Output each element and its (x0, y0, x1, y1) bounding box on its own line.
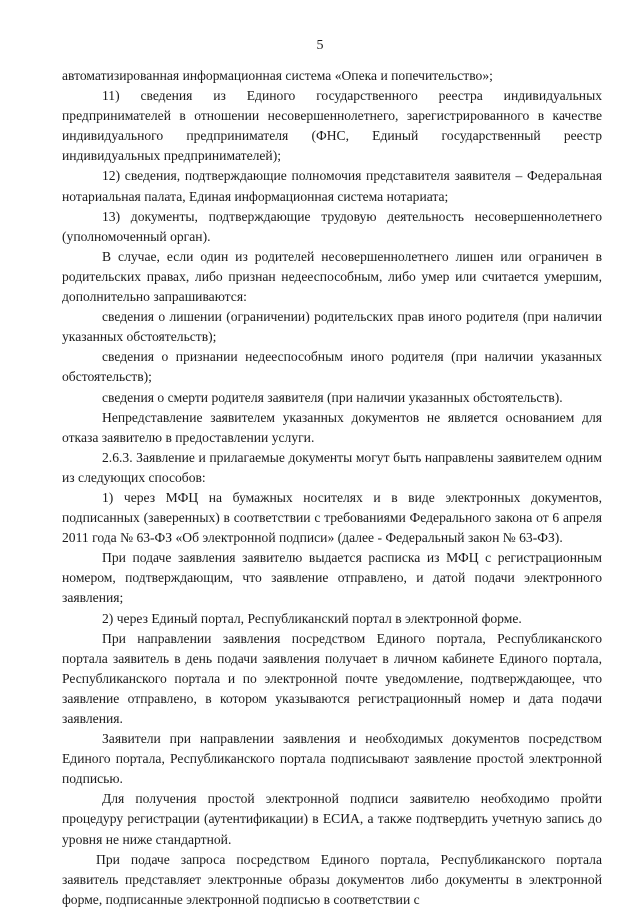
paragraph: Для получения простой электронной подписи заявителю необходимо пройти процедуру регистрации (аутентификации) в ЕСИА, а также подтвердить учетную запись до уровня не ниже стандартной. (62, 791, 602, 847)
paragraph: 11) сведения из Единого государственного реестра индивидуальных предпринимателей в отношении несовершеннолетнего, зарегистрированного в качестве индивидуального предпринимателя (ФНС, Единый государственный реестр индивидуальных предпринимателей); (62, 88, 602, 164)
paragraph: 12) сведения, подтверждающие полномочия представителя заявителя – Федеральная нотариальная палата, Единая информационная система нотариата; (62, 168, 602, 204)
document-body (62, 66, 602, 910)
paragraph: 13) документы, подтверждающие трудовую деятельность несовершеннолетнего (уполномоченный орган). (62, 208, 602, 244)
paragraph: При подаче заявления заявителю выдается расписка из МФЦ с регистрационным номером, подтверждающим, что заявление отправлено, и датой подачи электронного заявления; (62, 550, 602, 606)
paragraph: сведения о лишении (ограничении) родительских прав иного родителя (при наличии указанных обстоятельств); (62, 309, 602, 345)
paragraph: 2.6.3. Заявление и прилагаемые документы могут быть направлены заявителем одним из следующих способов: (62, 449, 602, 485)
paragraph: При направлении заявления посредством Единого портала, Республиканского портала заявитель в день подачи заявления получает в личном кабинете Единого портала, Республиканского портала и по электронной почте уведомление, подтверждающее, что заявление отправлено, в котором указываются регистрационный номер и дата подачи заявления. (62, 630, 602, 726)
paragraph: В случае, если один из родителей несовершеннолетнего лишен или ограничен в родительских правах, либо признан недееспособным, либо умер или считается умершим, дополнительно запрашиваются: (62, 248, 602, 305)
paragraph: сведения о признании недееспособным иного родителя (при наличии указанных обстоятельств); (62, 349, 602, 385)
paragraph: 2) через Единый портал, Республиканский портал в электронной форме. (102, 610, 522, 626)
page-number: 5 (316, 38, 324, 53)
paragraph: При подаче запроса посредством Единого портала, Республиканского портала заявитель представляет электронные образы документов либо документы в электронной форме, подписанные электронной подписью в соответствии с (62, 851, 602, 907)
paragraph: Непредставление заявителем указанных документов не является основанием для отказа заявителю в предоставлении услуги. (62, 409, 602, 445)
paragraph: сведения о смерти родителя заявителя (при наличии указанных обстоятельств). (102, 389, 563, 405)
paragraph: 1) через МФЦ на бумажных носителях и в виде электронных документов, подписанных (заверенных) в соответствии с требованиями Федерального закона от 6 апреля 2011 года № 63-ФЗ «Об электронной подписи» (далее - Федеральный закон № 63-ФЗ). (62, 489, 602, 546)
paragraph: автоматизированная информационная система «Опека и попечительство»; (62, 68, 493, 83)
paragraph: Заявители при направлении заявления и необходимых документов посредством Единого портала, Республиканского портала подписывают заявление простой электронной подписью. (62, 731, 602, 787)
